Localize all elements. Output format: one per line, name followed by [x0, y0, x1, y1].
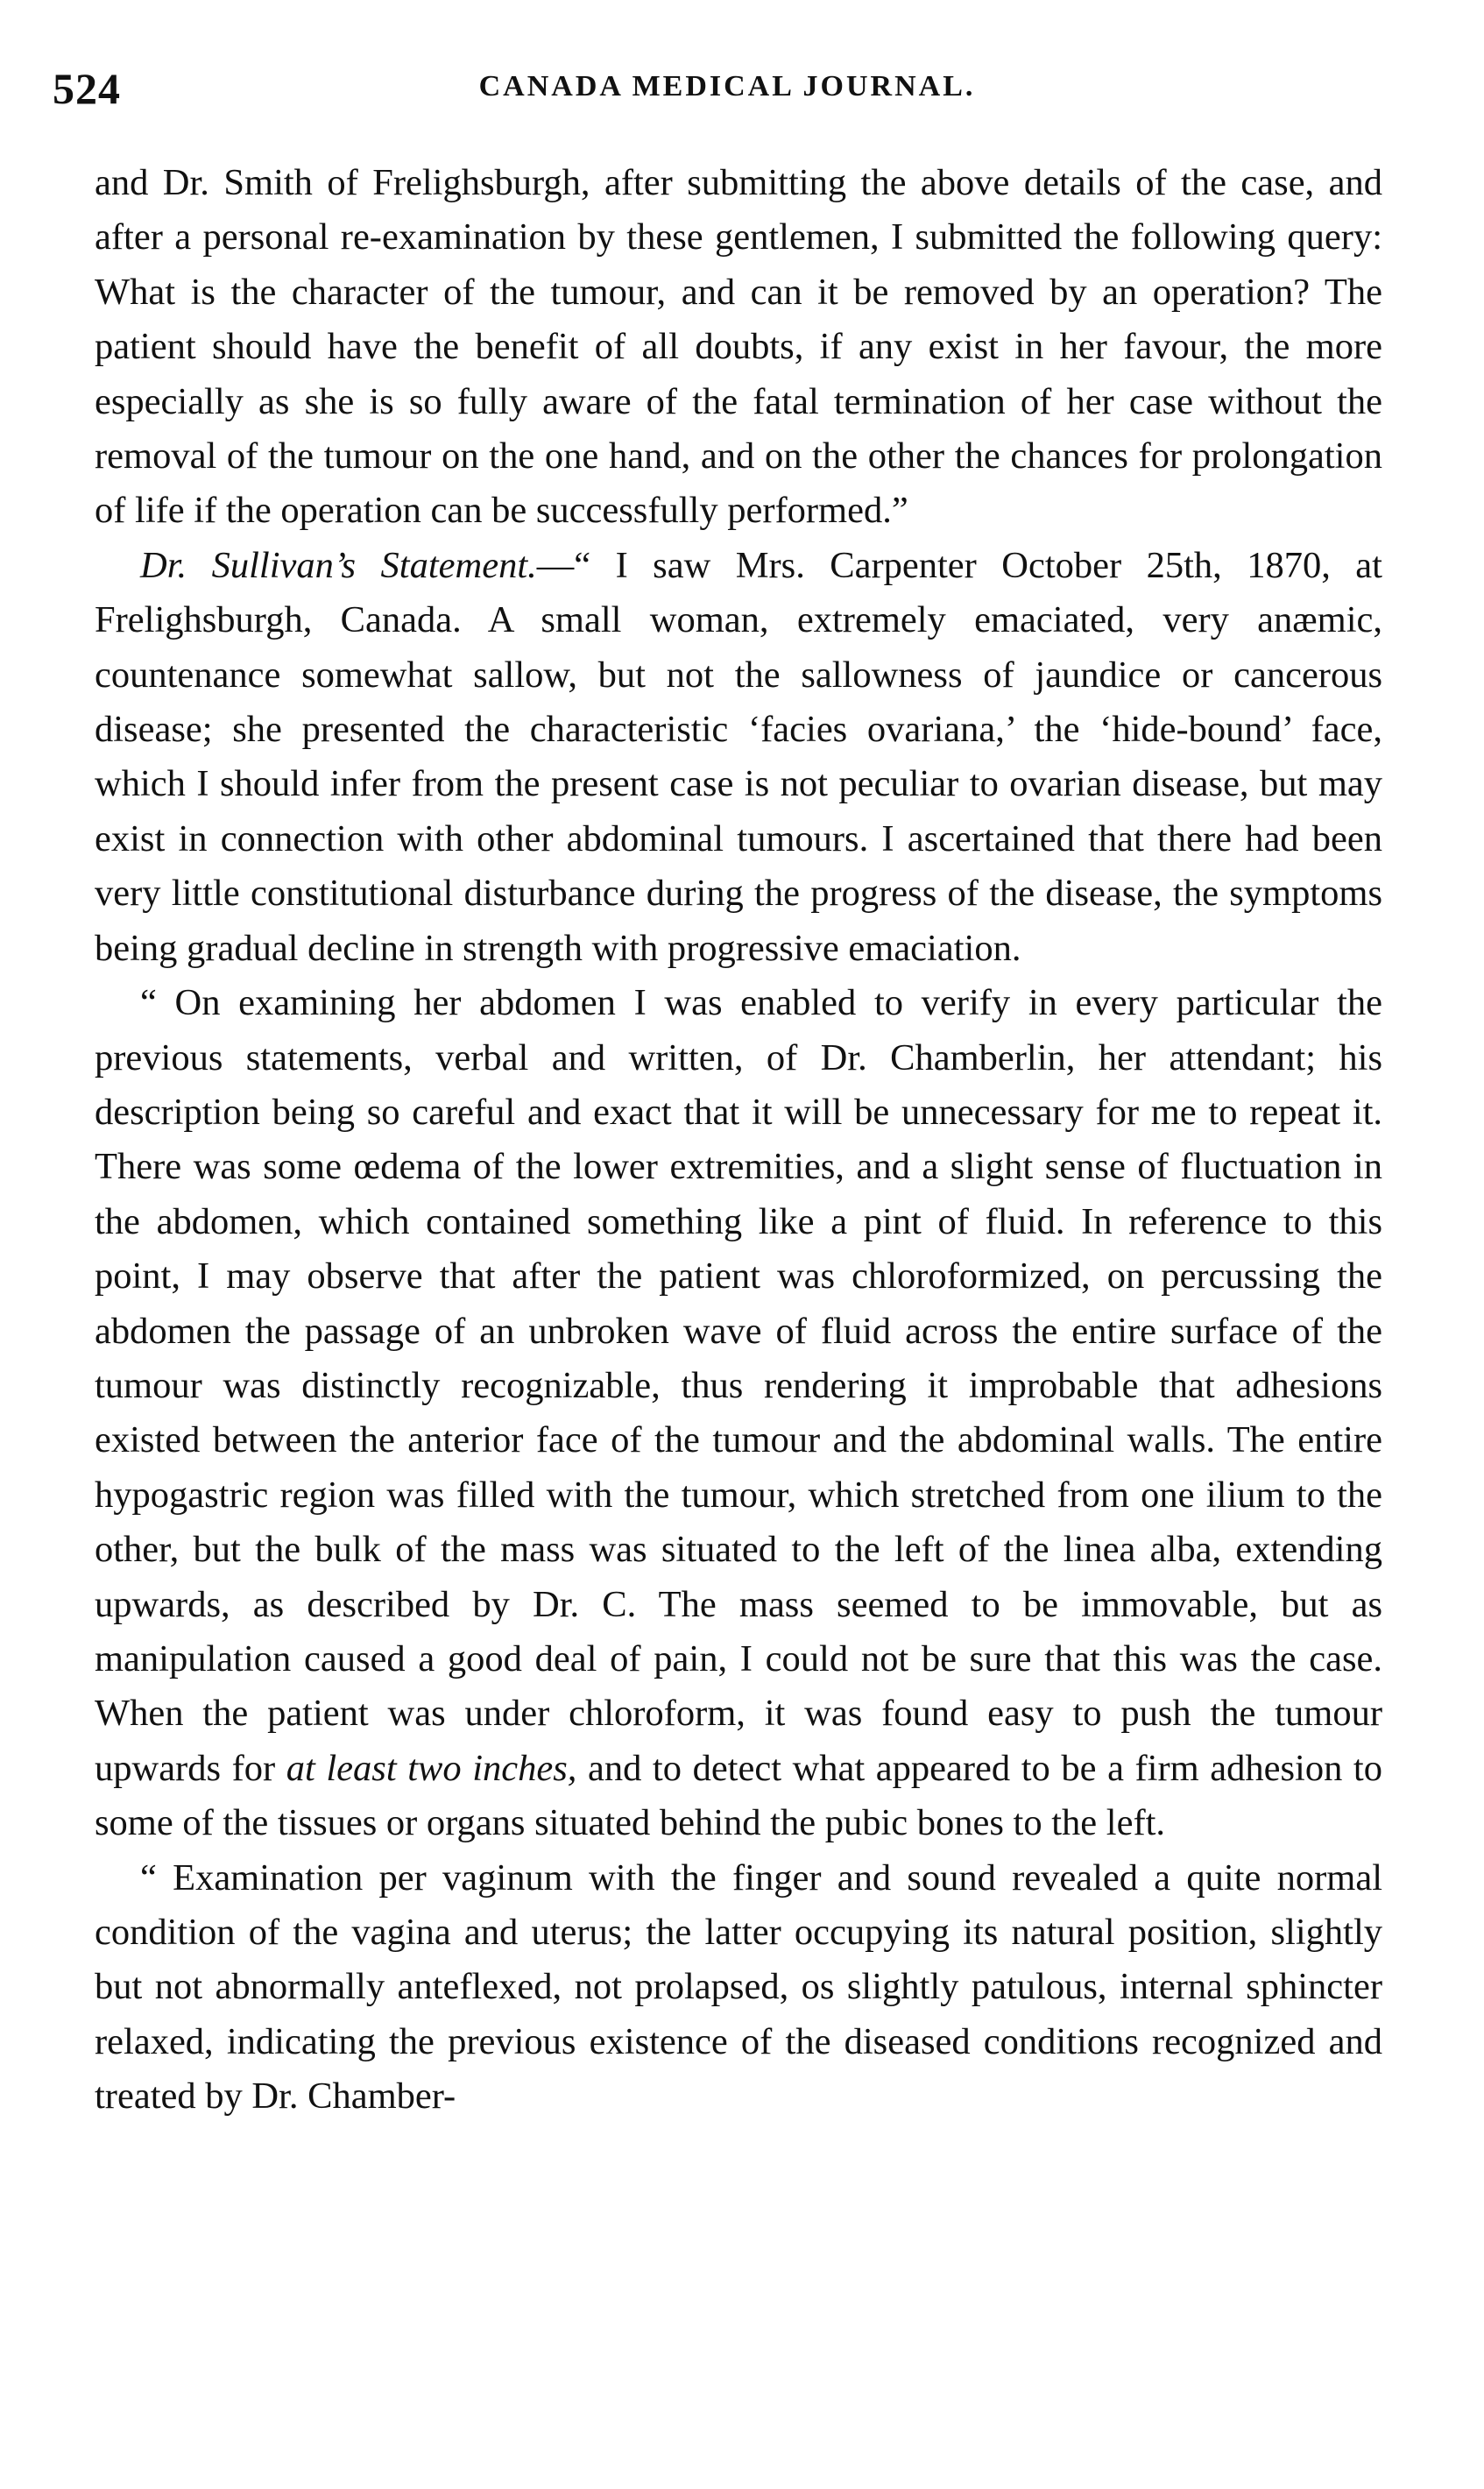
paragraph-3-end: and to detect what appeared to be a firm adhesion to some of the tissues or organs situated behind the pubic bones to the left.	[95, 1747, 1382, 1844]
running-head: CANADA MEDICAL JOURNAL.	[478, 70, 976, 103]
paragraph-3	[95, 976, 1382, 1851]
article-body	[95, 156, 1382, 2125]
paragraph-3-text: “ On examining her abdomen I was enabled to verify in every particular the previous statements, verbal and written, of Dr. Chamberlin, her attendant; his description being so careful and exact that it will be unnecessary for me to repeat it. There was some œdema of the lower extremities, and a slight sense of fluctuation in the abdomen, which contained something like a pint of fluid. In reference to this point, I may observe that after the patient was chloroformized, on percussing the abdomen the passage of an unbroken wave of fluid across the entire surface of the tumour was distinctly recognizable, thus rendering it improbable that adhesions existed between the anterior face of the tumour and the abdominal walls. The entire hypogastric region was filled with the tumour, which stretched from one ilium to the other, but the bulk of the mass was situated to the left of the linea alba, extending upwards, as described by Dr. C. The mass seemed to be immovable, but as manipulation caused a good deal of pain, I could not be sure that this was the case. When the patient was under chloroform, it was found easy to push the tumour upwards for	[95, 982, 1382, 1789]
paragraph-2	[95, 539, 1382, 976]
paragraph-4: “ Examination per vaginum with the finger and sound revealed a quite normal condition of the vagina and uterus; the latter occupying its natural position, slightly but not abnormally anteflexed, not prolapsed, os slightly patulous, internal sphincter relaxed, indicating the previous existence of the diseased conditions recognized and treated by Dr. Chamber-	[95, 1856, 1382, 2118]
page-header	[53, 63, 1402, 124]
paragraph-1: and Dr. Smith of Frelighsburgh, after submitting the above details of the case, and after a personal re-examination by these gentlemen, I submitted the following query: What is the character of the tumour, and can it be removed by an operation? The patient should have the benefit of all doubts, if any exist in her favour, the more especially as she is so fully aware of the fatal termination of her case without the removal of the tumour on the one hand, and on the other the chances for prolongation of life if the operation can be successfully performed.”	[95, 162, 1382, 532]
paragraph-2-text: —“ I saw Mrs. Carpenter October 25th, 1870, at Frelighsburgh, Canada. A small woman, extremely emaciated, very anæmic, countenance somewhat sallow, but not the sallowness of jaundice or cancerous disease; she presented the characteristic ‘facies ovariana,’ the ‘hide-bound’ face, which I should infer from the present case is not peculiar to ovarian disease, but may exist in connection with other abdominal tumours. I ascertained that there had been very little constitutional disturbance during the progress of the disease, the symptoms being gradual decline in strength with progressive emaciation.	[95, 544, 1382, 969]
page-number: 524	[53, 64, 121, 113]
paragraph-3-emphasis: at least two inches,	[286, 1747, 577, 1789]
statement-heading: Dr. Sullivan’s Statement.	[140, 544, 537, 586]
